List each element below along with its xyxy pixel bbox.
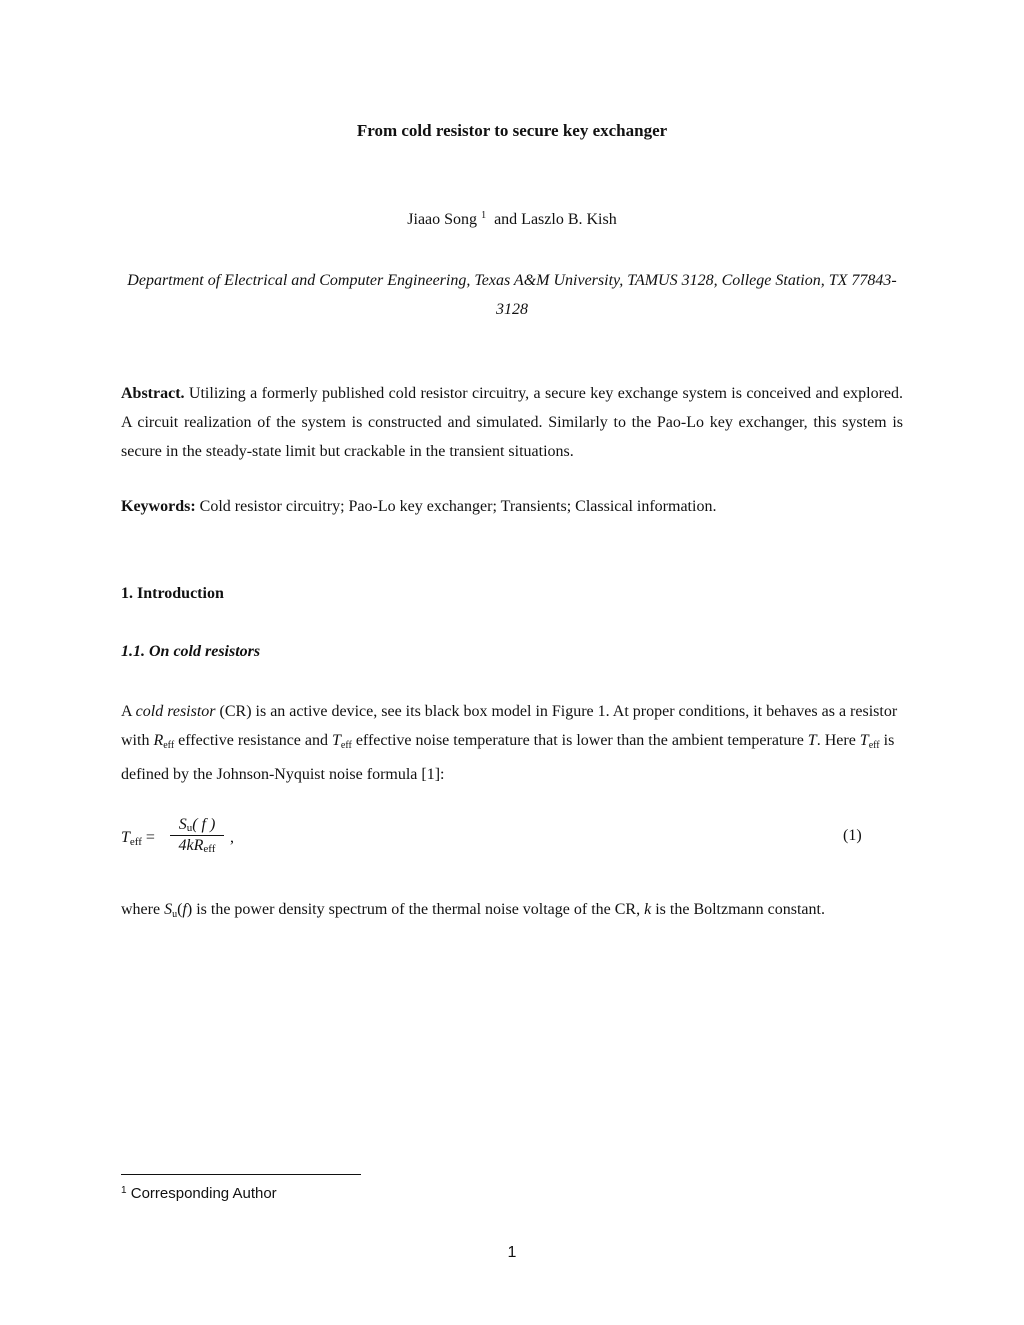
t-eff-symbol: T <box>332 732 341 749</box>
s-subscript: u <box>172 909 178 920</box>
keywords-label: Keywords: <box>121 498 196 515</box>
equation-number: (1) <box>843 827 862 844</box>
numerator-argument: ( f ) <box>192 816 216 833</box>
cold-resistor-term: cold resistor <box>135 703 216 720</box>
subsection-heading-cold-resistors: 1.1. On cold resistors <box>121 643 261 660</box>
equation-fraction <box>170 816 224 855</box>
intro-text: A <box>121 703 136 720</box>
denominator-symbol: 4kR <box>178 837 204 854</box>
abstract <box>121 379 903 466</box>
keywords-text: Cold resistor circuitry; Pao-Lo key exchanger; Transients; Classical information. <box>199 498 717 515</box>
intro-text: is defined by the Johnson-Nyquist noise formula [1]: <box>121 732 895 783</box>
f-symbol: f <box>182 901 187 918</box>
t-ambient-symbol: T <box>807 732 817 749</box>
subscript-eff: eff <box>868 740 880 751</box>
paper-title: From cold resistor to secure key exchanger <box>356 121 668 140</box>
r-eff-symbol: R <box>153 732 164 749</box>
intro-text: effective resistance and <box>174 732 332 749</box>
where-paragraph <box>121 901 903 920</box>
intro-text: . Here <box>816 732 860 749</box>
equals-sign: = <box>145 829 155 846</box>
equation-comma: , <box>230 829 234 846</box>
denominator-subscript: eff <box>203 843 216 855</box>
footnote-divider <box>121 1174 361 1175</box>
fraction-denominator <box>170 836 224 855</box>
keywords <box>121 498 903 516</box>
footnote <box>121 1185 277 1202</box>
page-number: 1 <box>507 1244 517 1261</box>
where-text: ( <box>177 901 183 918</box>
where-text: where <box>121 901 165 918</box>
author-song: Jiaao Song <box>407 211 478 228</box>
abstract-text: Utilizing a formerly published cold resistor circuitry, a secure key exchange system is conceived and explored. A circuit realization of the system is constructed and simulated. Similarly to the Pao-Lo key exchanger, this system is secure in the steady-state limit but crackable in the transient situations. <box>121 385 904 460</box>
author-kish: and Laszlo B. Kish <box>494 211 617 228</box>
affiliation: Department of Electrical and Computer Engineering, Texas A&M University, TAMUS 3128, College Station, TX 77843-3128 <box>127 272 897 318</box>
abstract-label: Abstract. <box>121 385 185 402</box>
lhs-symbol: T <box>121 829 130 846</box>
fraction-numerator <box>170 816 224 836</box>
footnote-text: Corresponding Author <box>130 1185 277 1202</box>
subscript-eff: eff <box>163 740 175 751</box>
numerator-symbol: S <box>178 816 187 833</box>
equation-lhs <box>121 829 155 848</box>
t-eff-symbol: T <box>859 732 869 749</box>
lhs-subscript: eff <box>129 836 142 848</box>
s-symbol: S <box>164 901 173 918</box>
intro-text: (CR) is an active device, see its black box model in Figure 1. At proper conditions, it behaves as a resistor with <box>121 703 898 749</box>
where-text: ) is the power density spectrum of the thermal noise voltage of the CR, <box>186 901 645 918</box>
numerator-subscript: u <box>186 822 193 834</box>
section-heading-introduction: 1. Introduction <box>121 585 224 602</box>
subscript-eff: eff <box>340 740 352 751</box>
intro-text: effective noise temperature that is lower than the ambient temperature <box>351 732 808 749</box>
author-line <box>0 210 1024 229</box>
footnote-mark: 1 <box>121 1185 127 1196</box>
intro-paragraph <box>121 697 903 789</box>
author-footnote-mark: 1 <box>481 210 487 221</box>
where-text: is the Boltzmann constant. <box>651 901 825 918</box>
k-symbol: k <box>644 901 652 918</box>
